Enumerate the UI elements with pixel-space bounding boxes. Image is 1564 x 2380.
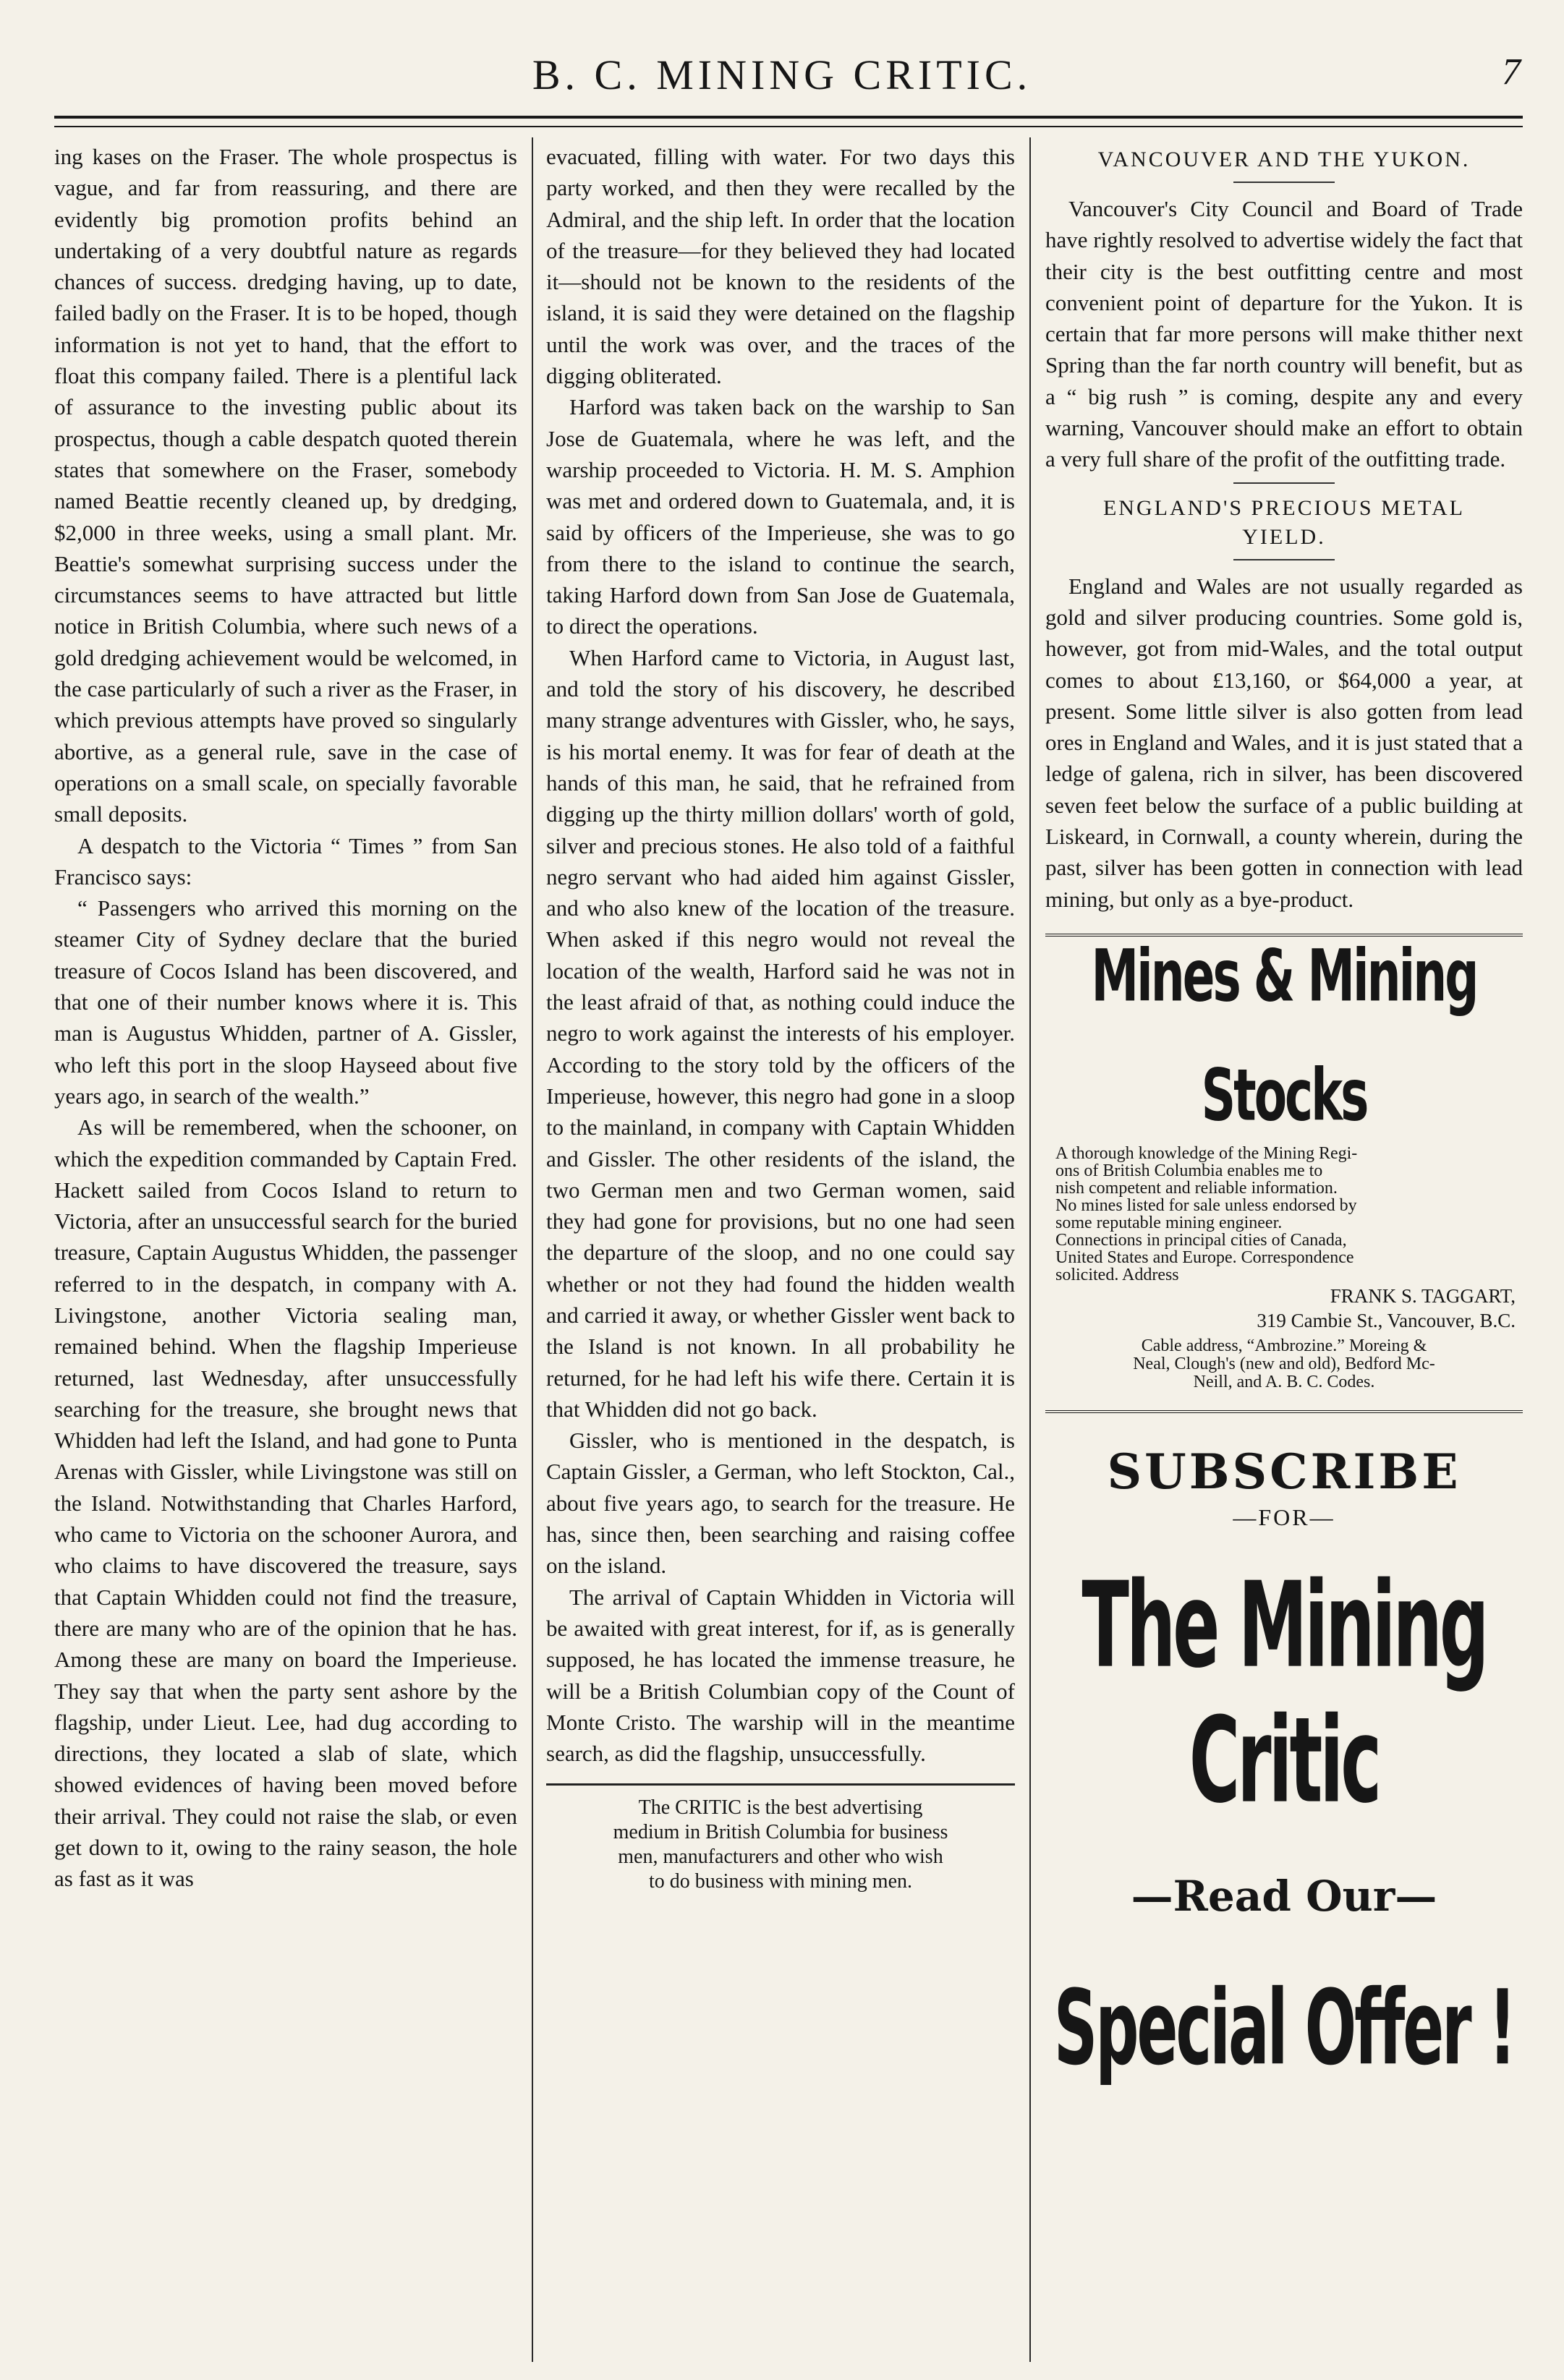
- section-title: VANCOUVER AND THE YUKON.: [1097, 148, 1471, 171]
- ad-line: Neal, Clough's (new and old), Bedford Mc-: [1133, 1354, 1435, 1373]
- ad-line: ons of British Columbia enables me to: [1055, 1161, 1323, 1180]
- ad-line: Neill, and A. B. C. Codes.: [1193, 1372, 1375, 1391]
- article-paragraph: Harford was taken back on the warship to San Jose de Guatemala, where he was left, and the warship proceeded to Victoria. H. M. S. Amphion was met and ordered down to Guatemala, and, it is said by officers of the Imperieuse, she was to go from there to the island to continue the search, taking Harford down from San Jose de Guatemala, to direct the operations.: [546, 394, 1015, 639]
- for-label: —FOR—: [1233, 1504, 1335, 1531]
- notice-line: The CRITIC is the best advertising: [638, 1796, 923, 1820]
- article-column-1: [54, 141, 517, 2360]
- ad-line: No mines listed for sale unless endorsed by: [1055, 1195, 1357, 1215]
- article-paragraph: As will be remembered, when the schooner, on which the expedition commanded by Captain Fred. Hackett sailed from Cocos Island to return to Victoria, after an unsuccessful search for the buried treasure, Captain Augustus Whidden, the passenger referred to in the despatch, in company with A. Livingstone, another Victoria sealing man, remained behind. When the flagship Imperieuse returned, last Wednesday, after unsuccessfully searching for the treasure, she brought news that Whidden had left the Island, and had gone to Punta Arenas with Gissler, while Livingstone was still on the Island. Notwithstanding that Charles Harford, who came to Victoria on the schooner Aurora, and who claims to have discovered the treasure, says that Captain Whidden could not find the treasure, there are many who are of the opinion that he has. Among these are many on board the Imperieuse. They say that when the party sent ashore by the flagship, under Lieut. Lee, had dug according to directions, they located a slab of slate, which showed evidences of having been moved before their arrival. They could not raise the slab, or even get down to it, owing to the rainy season, the hole as fast as it was: [54, 1114, 517, 1892]
- ad-line: United States and Europe. Correspondence: [1055, 1247, 1354, 1267]
- section-rule: [1233, 182, 1335, 183]
- article-column-3: [1045, 141, 1523, 2360]
- section-title: [1045, 494, 1523, 552]
- article-paragraph: “ Passengers who arrived this morning on the steamer City of Sydney declare that the buried treasure of Cocos Island has been discovered, and that one of their number knows where it is. This man is Augustus Whidden, partner of A. Gissler, who left this port in the sloop Hayseed about five years ago, in search of the wealth.”: [54, 895, 517, 1109]
- ad-line: some reputable mining engineer.: [1055, 1213, 1283, 1232]
- section-rule: [1233, 559, 1335, 560]
- notice-line: to do business with mining men.: [649, 1870, 912, 1893]
- section-rule: [1233, 482, 1335, 484]
- article-paragraph: The arrival of Captain Whidden in Victoria will be awaited with great interest, for if, as is generally supposed, he has located the immense treasure, he will be a British Columbian copy of the Count of Monte Cristo. The warship will in the meantime search, as did the flagship, unsuccessfully.: [546, 1584, 1015, 1767]
- page-header: [0, 51, 1564, 101]
- ad-divider: [1045, 1410, 1523, 1413]
- ad-headline: Mines & Mining Stocks: [1091, 934, 1477, 1138]
- article-paragraph: ing kases on the Fraser. The whole prospectus is vague, and far from reassuring, and there are evidently big promotion profits behind an undertaking of a very doubtful nature as regards chances of success. dredging having, up to date, failed badly on the Fraser. It is to be hoped, though information is not yet to hand, that the effort to float this company failed. There is a plentiful lack of assurance to the investing public about its prospectus, though a cable despatch quoted therein states that somewhere on the Fraser, somebody named Beattie recently cleaned up, by dredging, $2,000 in three weeks, using a small plant. Mr. Beattie's somewhat surprising success under the circumstances seems to have attracted but little notice in British Columbia, where such news of a gold dredging achievement would be welcomed, in the case particularly of such a river as the Fraser, in which previous attempts have proved so singularly abortive, as a general rule, save in the case of operations on a small scale, on specially favorable small deposits.: [54, 144, 517, 827]
- ad-line: solicited. Address: [1055, 1265, 1179, 1284]
- article-paragraph: Gissler, who is mentioned in the despatch, is Captain Gissler, a German, who left Stockton, Cal., about five years ago, to search for the treasure. He has, since then, been searching and raising coffee on the island.: [546, 1428, 1015, 1579]
- mining-stocks-advertisement: [1045, 934, 1523, 1391]
- ad-line: Cable address, “Ambrozine.” Moreing &: [1141, 1336, 1427, 1355]
- ad-codes: [1045, 1337, 1523, 1391]
- article-paragraph: A despatch to the Victoria “ Times ” from San Francisco says:: [54, 832, 517, 890]
- ad-signature-name: FRANK S. TAGGART,: [1330, 1284, 1516, 1307]
- ad-line: nish competent and reliable information.: [1055, 1178, 1338, 1198]
- special-offer-label: Special Offer !: [1053, 1967, 1515, 2089]
- read-our-label: —Read Our—: [1131, 1871, 1437, 1921]
- page-number: 7: [1502, 51, 1521, 93]
- page-title: B. C. MINING CRITIC.: [532, 51, 1032, 98]
- column-divider: [1029, 137, 1031, 2362]
- section-title-line: ENGLAND'S PRECIOUS METAL: [1102, 495, 1465, 520]
- ad-signature: [1045, 1284, 1523, 1333]
- article-column-2: [546, 141, 1015, 2360]
- article-paragraph: evacuated, filling with water. For two days this party worked, and then they were recalled by the Admiral, and the ship left. In order that the location of the treasure—for they believed they had located it—should not be known to the residents of the island, it is said they were detained on the flagship until the work was over, and the traces of the digging obliterated.: [546, 144, 1015, 389]
- notice-line: medium in British Columbia for business: [613, 1821, 948, 1844]
- ad-body: [1045, 1145, 1523, 1284]
- article-paragraph: England and Wales are not usually regarded as gold and silver producing countries. Some gold is, however, got from mid-Wales, and the total output comes to about £13,160, or $64,000 a year, at present. Some little silver is also gotten from lead ores in England and Wales, and it is just stated that a ledge of galena, rich in silver, has been discovered seven feet below the surface of a public building at Liskeard, in Cornwall, a county wherein, during the past, silver has been gotten in connection with lead mining, but only as a bye-product.: [1045, 573, 1523, 912]
- subscribe-advertisement: [1045, 1443, 1523, 2089]
- article-paragraph: Vancouver's City Council and Board of Trade have rightly resolved to advertise widely the fact that their city is the best outfitting centre and most convenient point of departure for the Yukon. It is certain that far more persons will make thither next Spring than the far north country will benefit, but as a “ big rush ” is coming, despite any and every warning, Vancouver should make an effort to obtain a very full share of the profit of the outfitting trade.: [1045, 196, 1523, 472]
- column-divider: [532, 137, 533, 2362]
- ad-line: Connections in principal cities of Canada,: [1055, 1230, 1347, 1250]
- header-rule: [54, 116, 1523, 127]
- notice-line: men, manufacturers and other who wish: [618, 1846, 943, 1869]
- section-title-line: YIELD.: [1242, 524, 1326, 549]
- advertising-notice: [546, 1783, 1015, 1894]
- ad-line: A thorough knowledge of the Mining Regi-: [1055, 1143, 1358, 1163]
- article-paragraph: When Harford came to Victoria, in August last, and told the story of his discovery, he described many strange adventures with Gissler, who, he says, is his mortal enemy. It was for fear of death at the hands of this man, he said, that he refrained from digging up the thirty million dollars' worth of gold, silver and precious stones. He also told of a faithful negro servant who had aided him against Gissler, and who also knew of the location of the treasure. When asked if this negro would not reveal the location of the wealth, Harford said he was not in the least afraid of that, as nothing could induce the negro to work against the interests of his employer. According to the story told by the officers of the Imperieuse, however, this negro had gone in a sloop to the mainland, in company with Captain Whidden and Gissler. The other residents of the island, the two German men and two German women, said they had gone for provisions, but no one had seen the departure of the sloop, and no one could say whether or not they had found the hidden wealth and carried it away, or whether Gissler went back to the Island is not known. In all probability he returned, for he had left his wife there. Certain it is that Whidden did not go back.: [546, 644, 1015, 1422]
- subscribe-heading: SUBSCRIBE: [1107, 1443, 1461, 1500]
- paper-title: The Mining Critic: [1081, 1556, 1487, 1830]
- ad-signature-address: 319 Cambie St., Vancouver, B.C.: [1257, 1309, 1516, 1331]
